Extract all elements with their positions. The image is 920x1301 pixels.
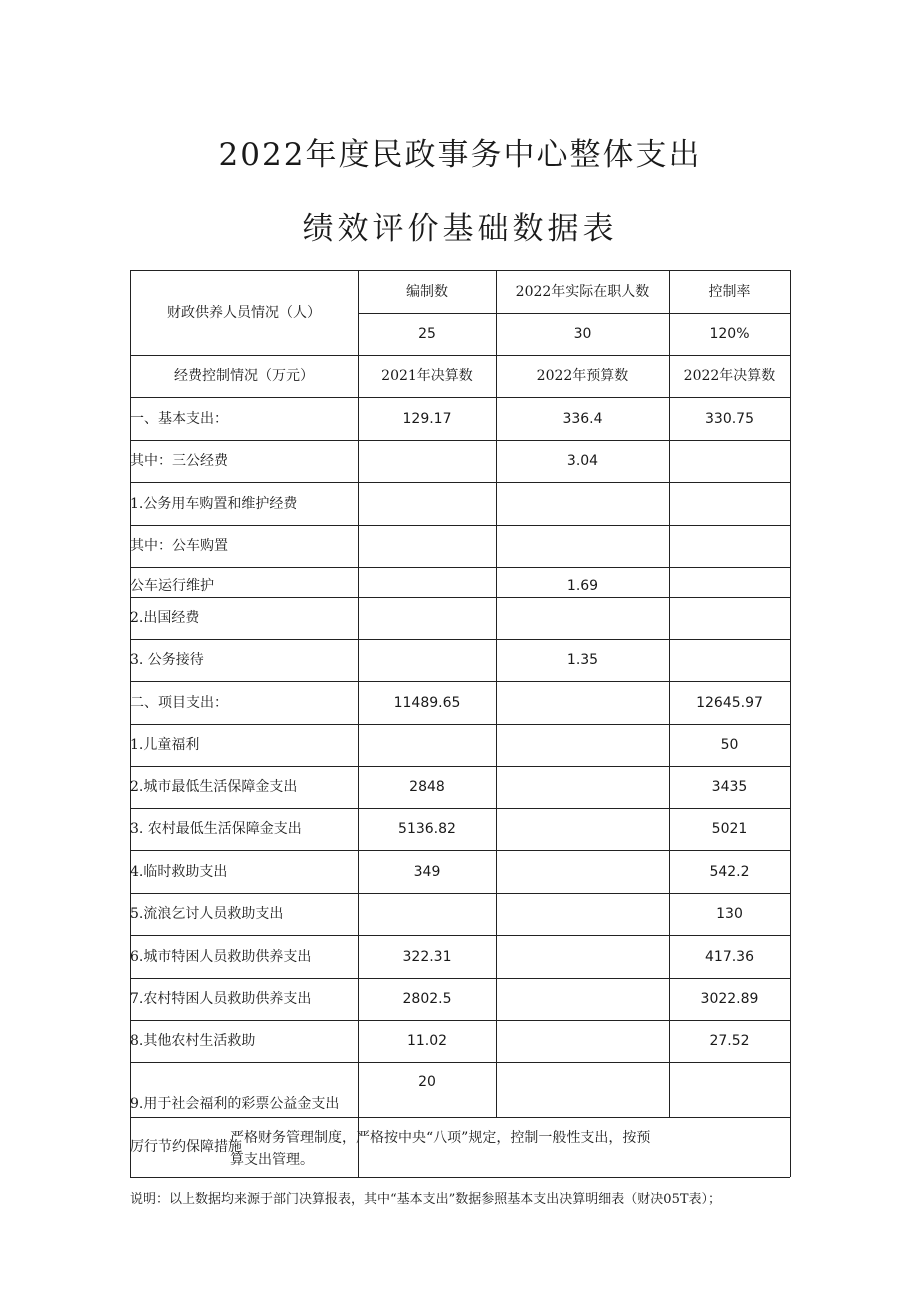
row-value: 20 [418, 1074, 436, 1090]
row-value: 11.02 [406, 1033, 448, 1049]
row-label: 1.儿童福利 [130, 737, 200, 753]
row-label: 一、基本支出： [130, 411, 228, 427]
row-value: 1.69 [566, 578, 599, 594]
row-value: 349 [413, 864, 441, 880]
row-label: 9.用于社会福利的彩票公益金支出 [130, 1096, 340, 1112]
staffing-header-rate: 控制率 [708, 284, 751, 300]
table-rule [130, 724, 790, 725]
table-rule [130, 639, 790, 640]
row-value: 417.36 [705, 949, 754, 965]
data-table [130, 270, 790, 1177]
table-rule [130, 355, 790, 356]
footnote: 说明：以上数据均来源于部门决算报表，其中“基本支出”数据参照基本支出决算明细表（财决05T表）； [130, 1192, 722, 1207]
table-rule [130, 850, 790, 851]
row-value: 27.52 [709, 1033, 750, 1049]
row-label: 5.流浪乞讨人员救助支出 [130, 906, 284, 922]
expense-header-2022-budget: 2022年预算数 [536, 368, 629, 384]
table-rule [130, 440, 790, 441]
row-label: 6.城市特困人员救助供养支出 [130, 949, 312, 965]
row-value: 1.35 [566, 652, 599, 668]
expense-label: 经费控制情况（万元） [174, 368, 314, 384]
row-label: 3. 农村最低生活保障金支出 [130, 821, 302, 837]
row-value: 3.04 [566, 453, 599, 469]
table-rule [790, 270, 791, 1177]
table-rule [130, 808, 790, 809]
table-rule [358, 313, 790, 314]
row-label: 二、项目支出： [130, 695, 228, 711]
table-rule [130, 525, 790, 526]
table-rule [496, 270, 497, 1117]
table-rule [130, 935, 790, 936]
row-value: 2802.5 [402, 991, 452, 1007]
page-title: 2022年度民政事务中心整体支出 [218, 137, 702, 173]
table-rule [130, 397, 790, 398]
table-rule [130, 597, 790, 598]
table-rule [130, 1177, 790, 1178]
row-label: 其中：公车购置 [130, 538, 228, 554]
row-value: 2848 [409, 779, 445, 795]
row-value: 322.31 [402, 949, 452, 965]
table-rule [130, 482, 790, 483]
row-label: 1.公务用车购置和维护经费 [130, 496, 298, 512]
table-rule [130, 766, 790, 767]
staffing-header-actual: 2022年实际在职人数 [515, 284, 650, 300]
row-label: 其中：三公经费 [130, 453, 228, 469]
table-rule [130, 1062, 790, 1063]
staffing-label: 财政供养人员情况（人） [167, 305, 321, 321]
row-value: 330.75 [705, 411, 754, 427]
row-value: 336.4 [562, 411, 603, 427]
row-value: 542.2 [709, 864, 750, 880]
staffing-value-rate: 120% [709, 326, 750, 342]
row-value: 5021 [711, 821, 748, 837]
row-value: 129.17 [402, 411, 452, 427]
staffing-value-authorized: 25 [418, 326, 436, 342]
row-value: 5136.82 [398, 821, 456, 837]
table-rule [130, 681, 790, 682]
staffing-value-actual: 30 [573, 326, 592, 342]
row-label: 2.城市最低生活保障金支出 [130, 779, 298, 795]
row-value: 11489.65 [393, 695, 461, 711]
row-value: 3022.89 [700, 991, 759, 1007]
table-rule [130, 567, 790, 568]
table-rule [130, 1117, 790, 1118]
table-rule [130, 1020, 790, 1021]
row-label: 3. 公务接待 [130, 652, 204, 668]
row-label: 7.农村特困人员救助供养支出 [130, 991, 312, 1007]
table-rule [130, 978, 790, 979]
row-label: 公车运行维护 [130, 578, 214, 594]
row-label: 8.其他农村生活救助 [130, 1033, 256, 1049]
staffing-header-authorized: 编制数 [406, 284, 448, 300]
row-value: 12645.97 [696, 695, 763, 711]
expense-header-2022-final: 2022年决算数 [683, 368, 776, 384]
row-label: 4.临时救助支出 [130, 864, 228, 880]
measures-label: 厉行节约保障措施 [130, 1139, 242, 1155]
measures-text: 严格财务管理制度，严格按中央“八项”规定，控制一般性支出，按预算支出管理。 [230, 1130, 651, 1168]
page-subtitle: 绩效评价基础数据表 [302, 211, 618, 247]
table-rule [130, 270, 790, 271]
table-rule [130, 893, 790, 894]
row-value: 130 [716, 906, 743, 922]
expense-header-2021-final: 2021年决算数 [381, 368, 473, 384]
row-label: 2.出国经费 [130, 610, 200, 626]
row-value: 3435 [711, 779, 748, 795]
row-value: 50 [720, 737, 739, 753]
